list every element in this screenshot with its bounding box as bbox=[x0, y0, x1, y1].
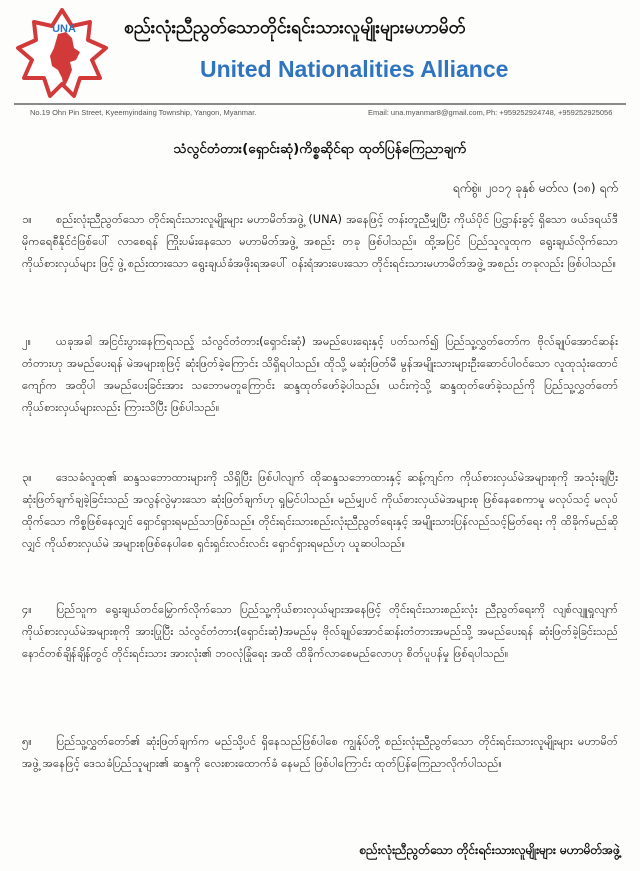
paragraph-text: ပြည်သူက ရွေးချယ်တင်မြှောက်လိုက်သော ပြည်သူ့ကိုယ်စားလှယ်များအနေဖြင့် တိုင်းရင်းသားစည်းလုံး ညီညွတ်ရေးကို လျစ်လျူရှုလျက် ကိုယ်စားလှယ်မဲအများစုကို အားပြုပြီး သံလွင်တံတား(ရှောင်းဆုံ)အမည်မှ ဗိုလ်ချုပ်အောင်ဆန်းတံတားအမည်သို့ အမည်ပေးရန် ဆုံးဖြတ်ခဲ့ခြင်းသည် နောင်တစ်ချိန်ချိန်တွင် တိုင်းရင်းသား အားလုံး၏ ဘဝလုံခြုံရေး အထိ ထိခိုက်လာစေမည်လောဟု စိတ်ပူပန်မှု ဖြစ်ရပါသည်။ bbox=[22, 602, 618, 660]
org-name-english: United Nationalities Alliance bbox=[200, 56, 509, 82]
statement-date: ရက်စွဲ။ ၂၀၁၇ ခုနှစ် မတ်လ (၁၈) ရက် bbox=[452, 181, 618, 195]
paragraph-text: ဒေသခံလူထု၏ ဆန္ဒသဘောထားများကို သိရှိပြီး ဖြစ်ပါလျက် ထိုဆန္ဒသဘောထားနှင့် ဆန့်ကျင်က ကိုယ်စားလှယ်မဲအများစုကို အသုံးချပြီး ဆုံးဖြတ်ချက်ချခဲ့ခြင်းသည် အလွန်လွဲမှားသော ဆုံးဖြတ်ချက်ဟု ရှုမြင်ပါသည်။ မည်မျှပင် ကိုယ်စားလှယ်မဲအများစု ဖြစ်နေစေကာမူ မလုပ်သင့် မလုပ်ထိုက်သော ကိစ္စဖြစ်နေလျှင် ရှောင်ရှားရမည်သာဖြစ်သည်။ တိုင်းရင်းသားစည်းလုံးညီညွတ်ရေးနှင့် အမျိုးသားပြန်လည်သင့်မြတ်ရေး ကို ထိခိုက်မည်ဆိုလျှင် ကိုယ်စားလှယ်မဲ အများစုဖြစ်နေပါစေ ရှင်းရှင်းလင်းလင်း ရှောင်ရှားရမည်ဟု ယူဆပါသည်။ bbox=[22, 470, 618, 550]
paragraph-text: စည်းလုံးညီညွတ်သော တိုင်းရင်းသားလူမျိုးများ မဟာမိတ်အဖွဲ့ (UNA) အနေဖြင့် တန်းတူညီမျှပြီး ကိုယ်ပိုင် ပြဋ္ဌာန်းခွင့် ရှိသော ဖယ်ဒရယ်ဒီမိုကရေစီနိုင်ငံဖြစ်ပေါ် လာစေရန် ကြိုးပမ်းနေသော မဟာမိတ်အဖွဲ့ အစည်း တခု ဖြစ်ပါသည်။ ထို့အပြင် ပြည်သူလူထုက ရွေးချယ်လိုက်သော ကိုယ်စားလှယ်များ ဖြင့် ဖွဲ့ စည်းထားသော ရွေးချယ်ခံအဖိုးရအပေါ် ဝန်းရံအားပေးသော တိုင်းရင်းသားမဟာမိတ်အဖွဲ့ အစည်း တခုလည်း ဖြစ်ပါသည်။ bbox=[22, 212, 618, 270]
paragraph-number: ၄။ bbox=[22, 602, 32, 616]
paragraph-2 bbox=[22, 330, 618, 460]
paragraph-number: ၅။ bbox=[22, 734, 32, 748]
org-email[interactable]: Email: una.myanmar8@gmail.com, bbox=[368, 108, 485, 117]
letterhead-divider bbox=[14, 103, 626, 105]
org-phone[interactable]: Ph: +959252924748, +959252925056 bbox=[486, 108, 613, 117]
paragraph-text: ယခုအခါ အငြင်းပွားနေကြရသည့် သံလွင်တံတား(ရှောင်းဆုံ) အမည်ပေးရေးနှင့် ပတ်သက်၍ ပြည်သူ့လွှတ်တော်က ဗိုလ်ချုပ်အောင်ဆန်းတံတားဟု အမည်ပေးရန် မဲအများစုဖြင့် ဆုံးဖြတ်ခဲ့ကြောင်း သိရှိရပါသည်။ ထိုသို့ မဆုံးဖြတ်မီ မွန်အမျိုးသားများဦးဆောင်ပါဝင်သော လူထုသုံးထောင်ကျော်က အထိုပါ အမည်ပေးခြင်းအား သဘောမတူကြောင်း ဆန္ဒထုတ်ဖော်ခဲ့ပါသည်။ ယင်းကဲ့သို့ ဆန္ဒထုတ်ဖော်ခဲ့သည်ကို ပြည်သူ့လွှတ်တော် ကိုယ်စားလှယ်များလည်း ကြားသိပြီး ဖြစ်ပါသည်။ bbox=[22, 334, 618, 414]
org-address: No.19 Ohn Pin Street, Kyeemyindaing Township, Yangon, Myanmar. bbox=[30, 108, 257, 117]
paragraph-number: ၃။ bbox=[22, 470, 32, 484]
una-logo bbox=[14, 8, 110, 100]
signature-line: စည်းလုံးညီညွတ်သော တိုင်းရင်းသားလူမျိုးများ မဟာမိတ်အဖွဲ့ bbox=[359, 843, 620, 857]
paragraph-3 bbox=[22, 466, 618, 596]
paragraph-5 bbox=[22, 730, 618, 820]
logo-text: UNA bbox=[52, 23, 76, 35]
org-name-myanmar: စည်းလုံးညီညွတ်သောတိုင်းရင်းသားလူမျိုးများမဟာမိတ် bbox=[124, 18, 466, 38]
paragraph-number: ၁။ bbox=[22, 212, 32, 226]
paragraph-1 bbox=[22, 208, 618, 318]
paragraph-4 bbox=[22, 598, 618, 708]
paragraph-number: ၂။ bbox=[22, 334, 32, 348]
paragraph-text: ပြည်သူ့လွှတ်တော်၏ ဆုံးဖြတ်ချက်က မည်သို့ပင် ရှိနေသည်ဖြစ်ပါစေ ကျွန်ုပ်တို့ စည်းလုံးညီညွတ်သော တိုင်းရင်းသားလူမျိုးများ မဟာမိတ်အဖွဲ့ အနေဖြင့် ဒေသခံပြည်သူများ၏ ဆန္ဒကို လေးစားထောက်ခံ နေမည် ဖြစ်ပါကြောင်း ထုတ်ပြန်ကြေညာလိုက်ပါသည်။ bbox=[22, 734, 618, 770]
statement-heading: သံလွင်တံတား(ရှောင်းဆုံ)ကိစ္စဆိုင်ရာ ထုတ်ပြန်ကြေညာချက် bbox=[173, 141, 467, 157]
